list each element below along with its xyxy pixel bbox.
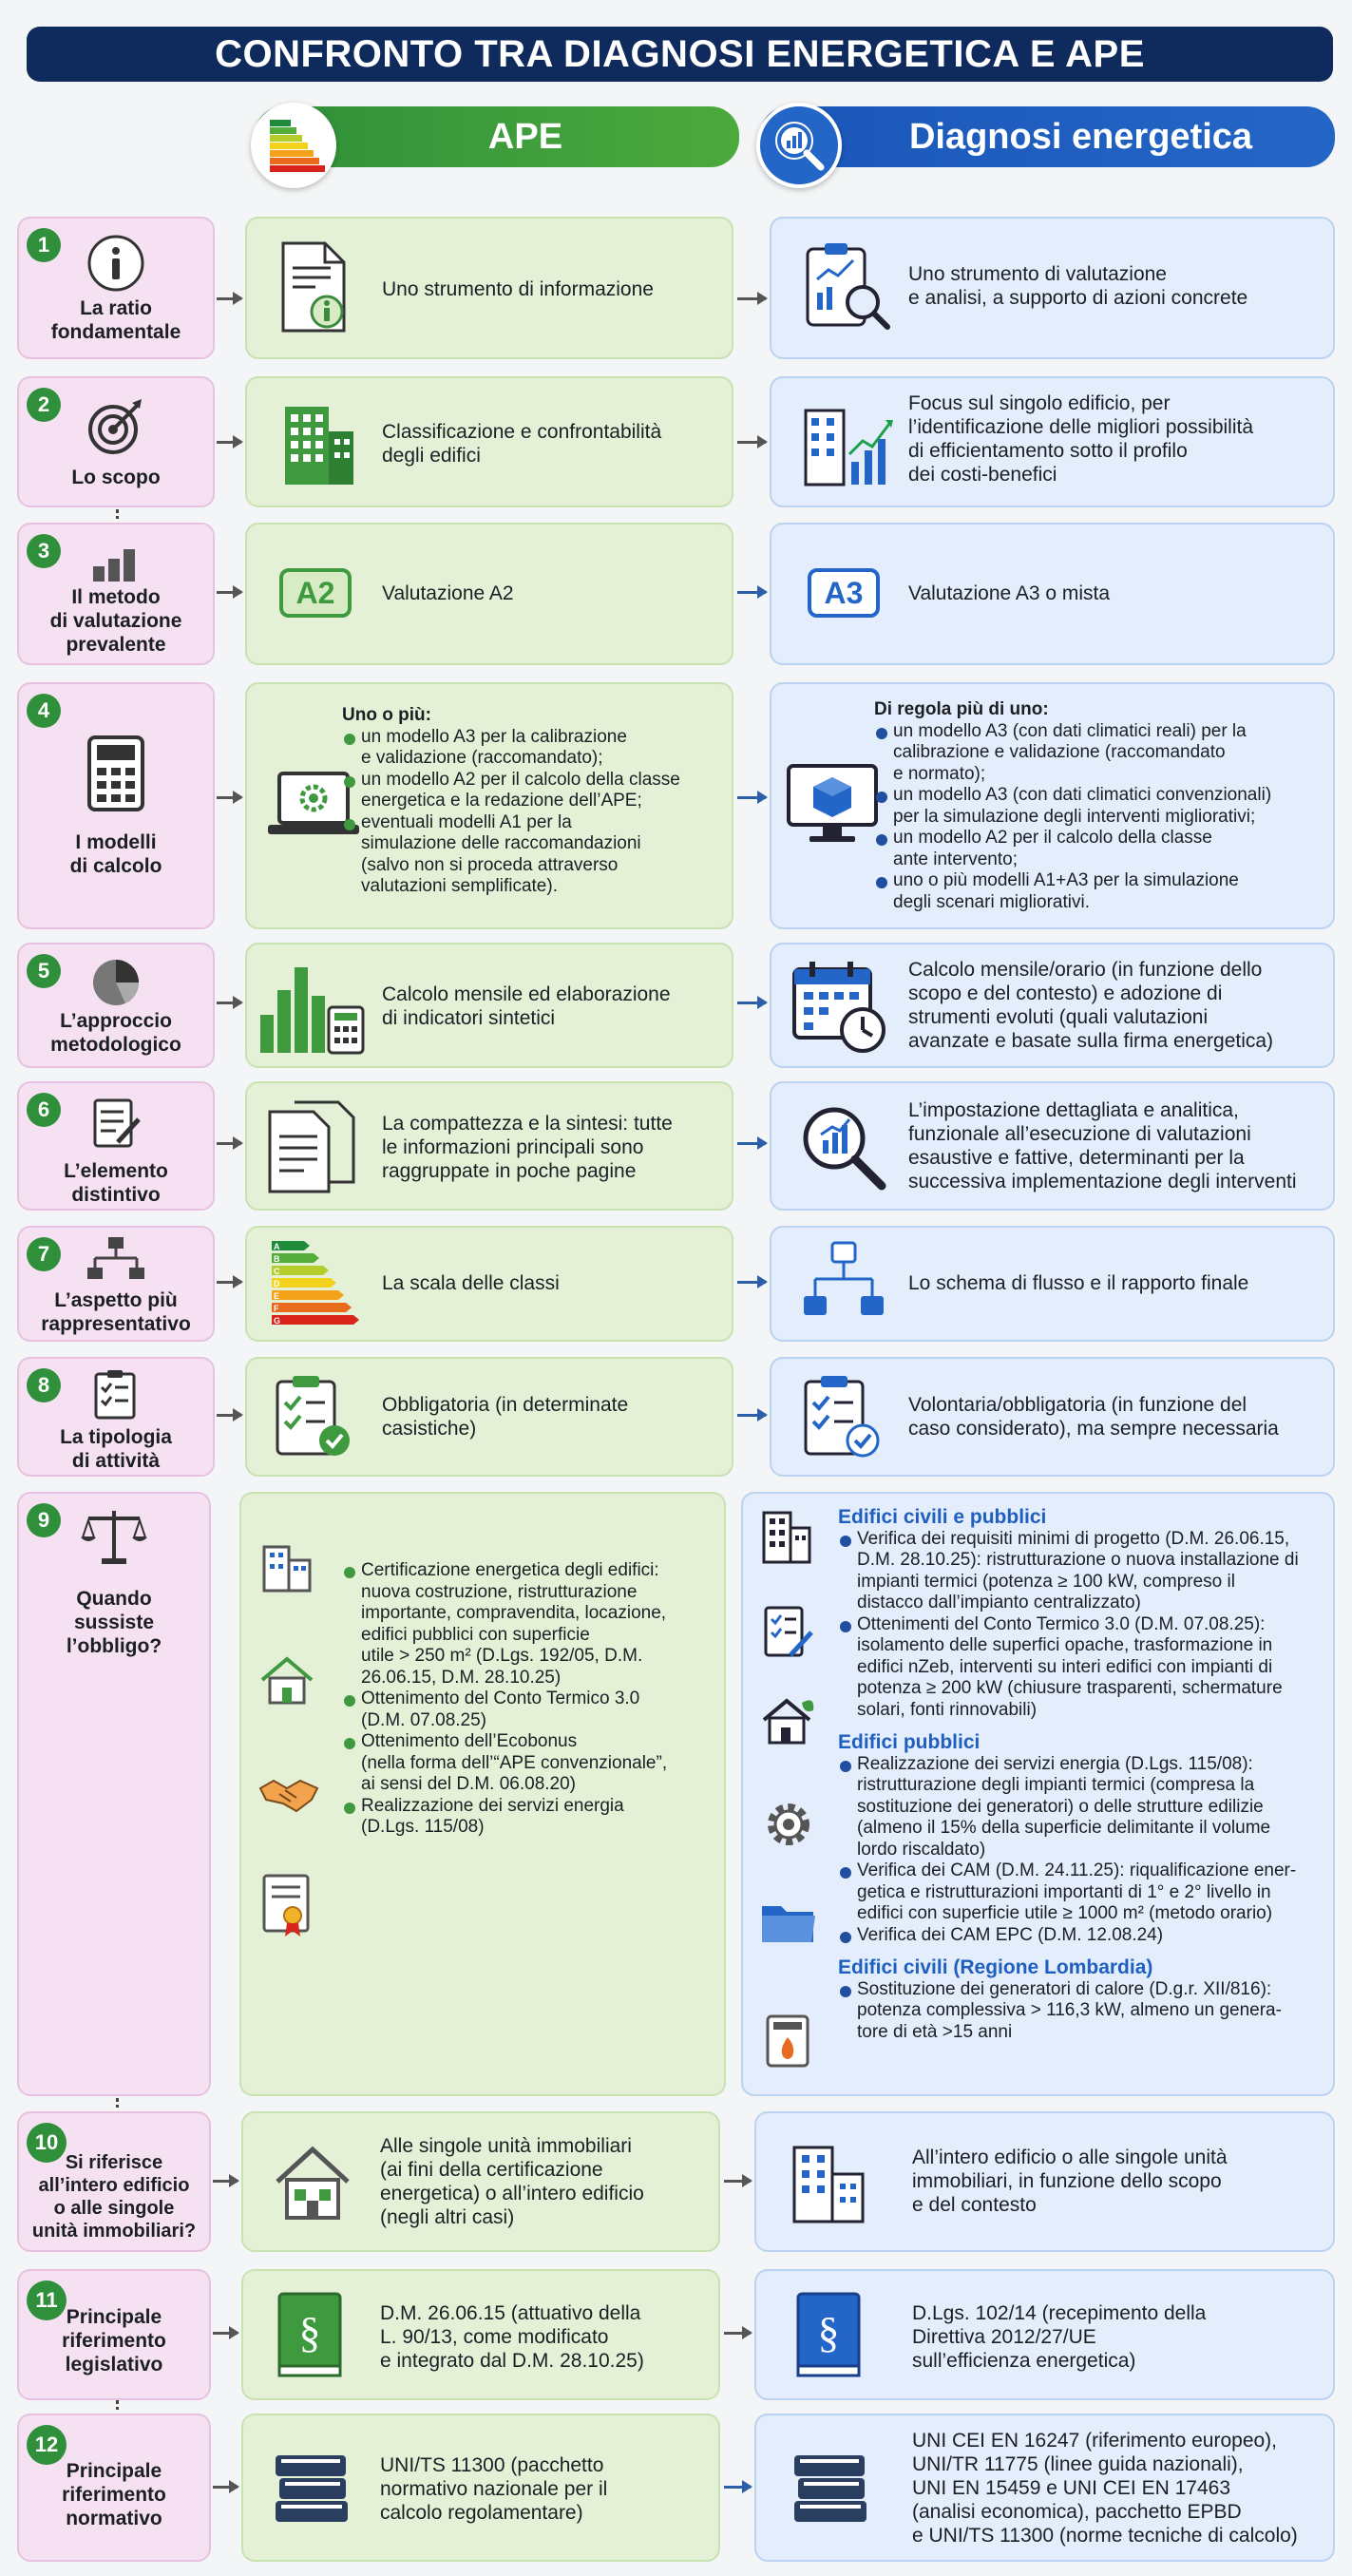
calendar-clock-icon (790, 958, 889, 1057)
checklist-icon (92, 1368, 140, 1420)
diag-card-1 (770, 217, 1335, 359)
scale-letter: A (274, 1242, 280, 1251)
ape-card-7 (245, 1226, 733, 1342)
arrow (737, 796, 766, 799)
ape-card-2 (245, 376, 733, 507)
row-label: Lo scopo (71, 467, 161, 488)
arrow (217, 1281, 241, 1284)
row-10-label-card (17, 2111, 211, 2252)
row-number: 2 (27, 388, 61, 422)
law-book-icon (790, 2290, 870, 2381)
magnifier-chart-icon (796, 1100, 891, 1195)
diag-card-6 (770, 1081, 1335, 1211)
house-icon (272, 2142, 353, 2223)
row-5 (0, 943, 1352, 1070)
scale-letter: C (274, 1267, 280, 1276)
flowchart-icon (804, 1241, 884, 1328)
arrow (217, 796, 241, 799)
buildings-icon (790, 2142, 866, 2225)
arrow (724, 2332, 751, 2335)
row-label: Principale riferimento normativo (62, 2460, 166, 2529)
diag-card-8 (770, 1357, 1335, 1477)
row-number: 9 (27, 1503, 61, 1537)
ape-card-10 (241, 2111, 720, 2252)
row-10 (0, 2111, 1352, 2254)
arrow (217, 1002, 241, 1004)
row-number: 7 (27, 1237, 61, 1271)
ape-text: UNI/TS 11300 (pacchetto normativo nazionale per il calcolo regolamentare) (380, 2454, 608, 2524)
diag-card-9 (741, 1492, 1335, 2096)
diag-text: Uno strumento di valutazione e analisi, a supporto di azioni concrete (908, 263, 1248, 309)
diag-text: Volontaria/obbligatoria (in funzione del caso considerato), ma sempre necessaria (908, 1394, 1279, 1440)
energy-scale-icon (268, 1239, 363, 1334)
arrow (737, 1002, 766, 1004)
ape-text: Alle singole unità immobiliari (ai fini della certificazione energetica) o all’intero edificio (negli altri casi) (380, 2135, 644, 2228)
a2-badge: A2 (279, 568, 352, 618)
checklist-pencil-icon (89, 1097, 143, 1150)
row-label: Si riferisce all’intero edificio o alle singole unità immobiliari? (31, 2152, 197, 2242)
ape-card-9 (239, 1492, 726, 2096)
arrow (217, 441, 241, 444)
row-label: L’approccio metodologico (50, 1010, 181, 1056)
row-2 (0, 376, 1352, 509)
checklist-pen-icon (762, 1604, 815, 1661)
arrow (737, 297, 766, 300)
diag-card-10 (754, 2111, 1335, 2252)
analysis-magnifier-icon (756, 103, 842, 188)
books-stack-icon (790, 2452, 870, 2528)
row-12 (0, 2414, 1352, 2566)
target-icon (85, 395, 147, 458)
arrow (213, 2332, 238, 2335)
diag-card-11 (754, 2269, 1335, 2400)
row-7-label-card (17, 1226, 215, 1342)
documents-icon (266, 1098, 361, 1197)
svg-text:§: § (817, 2308, 840, 2357)
bar-chart-calculator-icon (257, 958, 371, 1057)
diag-card-3 (770, 523, 1335, 665)
buildings-icon (760, 1507, 813, 1564)
gear-icon (762, 1798, 815, 1851)
ape-text: Calcolo mensile ed elaborazione di indicatori sintetici (382, 983, 671, 1029)
books-stack-icon (272, 2452, 352, 2528)
info-icon (85, 232, 147, 295)
diag-sections: Edifici civili e pubblici Verifica dei requisiti minimi di progetto (D.M. 26.06.15, D.M. 28.10.25): ristrutturazione o nuova installazione di impianti termici (potenza ≥ 100 kW, compreso il distacco dall’impianto centralizzato) Ottenimenti del Conto Termico 3.0 (D.M. 07.08.25): isolamento delle superfici opache, trasformazione in edifici nZeb, interventi su interi edifici con impianti di potenza ≥ 200 kW (chiusure trasparenti, schermature solari, fonti rinnovabili) Edifici pubblici Realizzazione dei servizi energia (D.Lgs. 115/08): ristrutturazione degli impianti termici (compresa la sostituzione dei generatori) o delle strutture edilizie (almeno il 15% della superficie delimitante il volume lordo riscaldato) Verifica dei CAM (D.M. 24.11.25): riqualificazione ener- getica e ristrutturazioni importanti di 1° e 2° livello in edifici con superficie utile ≥ 1000 m² (metodo orario) Verifica dei CAM EPC (D.M. 12.08.24) Edifici civili (Regione Lombardia) Sostituzione dei generatori di calore (D.g.r. XII/816): potenza complessiva > 116,3 kW, almeno un genera- tore di età >15 anni (838, 1507, 1332, 2043)
diag-text: All’intero edificio o alle singole unità immobiliari, in funzione dello scopo e del contesto (912, 2147, 1228, 2216)
arrow (213, 2486, 238, 2489)
page-title: CONFRONTO TRA DIAGNOSI ENERGETICA E APE (27, 27, 1333, 82)
arrow (724, 2180, 751, 2183)
ape-card-3 (245, 523, 733, 665)
buildings-icon (260, 1539, 314, 1593)
arrow (217, 591, 241, 594)
document-info-icon (277, 239, 350, 334)
law-book-icon (272, 2290, 352, 2381)
ape-card-5 (245, 943, 733, 1068)
arrow (217, 297, 241, 300)
arrow (737, 591, 766, 594)
row-number: 8 (27, 1368, 61, 1402)
ape-card-12 (241, 2414, 720, 2562)
ape-text: La compattezza e la sintesi: tutte le informazioni principali sono raggruppate in poche pagine (382, 1113, 673, 1182)
row-12-label-card (17, 2414, 211, 2562)
diag-text: L’impostazione dettagliata e analitica, funzionale all’esecuzione di valutazioni esaustive e fattive, determinanti per la successiva implementazione degli interventi (908, 1099, 1297, 1193)
arrow (217, 1414, 241, 1417)
diag-card-4 (770, 682, 1335, 929)
row-4-label-card (17, 682, 215, 929)
calculator-icon (86, 735, 146, 811)
diag-text: Focus sul singolo edificio, per l’identificazione delle migliori possibilità di efficientamento sotto il profilo dei costi-benefici (908, 392, 1254, 486)
ape-list: Uno o più: un modello A3 per la calibrazione e validazione (raccomandato); un modello A2 per il calcolo della classe energetica e la redazione dell’APE; eventuali modelli A1 per la simulazione delle raccomandazioni (salvo non si proceda attraverso valutazioni semplificate). (342, 705, 680, 896)
diag-card-5 (770, 943, 1335, 1068)
ape-text: La scala delle classi (382, 1272, 560, 1294)
clipboard-check-icon (798, 1372, 889, 1463)
ape-header-label: APE (487, 116, 563, 157)
row-2-label-card (17, 376, 215, 507)
row-4 (0, 682, 1352, 931)
scale-letter: D (274, 1279, 280, 1288)
arrow (737, 1281, 766, 1284)
diag-list: Di regola più di uno: un modello A3 (con dati climatici reali) per la calibrazione e validazione (raccomandato e normato); un modello A3 (con dati climatici convenzionali) per la simulazione degli interventi migliorativi; un modello A2 per il calcolo della classe ante intervento; uno o più modelli A1+A3 per la simulazione degli scenari migliorativi. (874, 699, 1272, 912)
diag-card-7 (770, 1226, 1335, 1342)
row-number: 12 (27, 2425, 67, 2465)
ape-column-header (255, 106, 739, 167)
diagnosi-column-header (760, 106, 1335, 167)
row-label: Quando sussiste l’obbligo? (66, 1588, 162, 1657)
row-1 (0, 217, 1352, 361)
diag-text: Calcolo mensile/orario (in funzione dello scopo e del contesto) e adozione di strumenti evoluti (quali valutazioni avanzate e basate sulla firma energetica) (908, 959, 1274, 1052)
row-number: 4 (27, 694, 61, 728)
folder-icon (760, 1899, 817, 1946)
row-label: La tipologia di attività (60, 1426, 172, 1472)
buildings-icon (281, 401, 357, 487)
row-3-label-card (17, 523, 215, 665)
ape-card-1 (245, 217, 733, 359)
ape-card-11 (241, 2269, 720, 2400)
ape-text: D.M. 26.06.15 (attuativo della L. 90/13, come modificato e integrato dal D.M. 28.10.25) (380, 2302, 644, 2372)
arrow (737, 1142, 766, 1145)
house-icon (258, 1653, 315, 1707)
diagnosi-header-label: Diagnosi energetica (908, 116, 1253, 157)
scale-letter: F (274, 1304, 279, 1313)
ape-list: Certificazione energetica degli edifici: nuova costruzione, ristrutturazione importante, compravendita, locazione, edifici pubblici con superficie utile > 250 m² (D.Lgs. 192/05, D.M. 26.06.15, D.M. 28.10.25) Ottenimento del Conto Termico 3.0 (D.M. 07.08.25) Ottenimento dell’Ecobonus (nella forma dell’“APE convenzionale”, ai sensi del D.M. 06.08.20) Realizzazione dei servizi energia (D.Lgs. 115/08) (342, 1560, 722, 1839)
row-label: L’elemento distintivo (64, 1160, 168, 1206)
row-number: 6 (27, 1093, 61, 1127)
row-5-label-card (17, 943, 215, 1068)
row-number: 1 (27, 228, 61, 262)
diag-card-12 (754, 2414, 1335, 2562)
ape-text: Uno strumento di informazione (382, 278, 654, 300)
row-1-label-card (17, 217, 215, 359)
ape-card-4 (245, 682, 733, 929)
row-number: 5 (27, 954, 61, 988)
diag-card-2 (770, 376, 1335, 507)
arrow (737, 441, 766, 444)
hierarchy-icon (87, 1235, 144, 1283)
clipboard-check-icon (270, 1372, 361, 1463)
ape-card-6 (245, 1081, 733, 1211)
ape-text: Classificazione e confrontabilità degli edifici (382, 421, 662, 467)
row-9 (0, 1492, 1352, 2100)
handshake-icon (258, 1771, 319, 1817)
scale-letter: B (274, 1254, 280, 1264)
row-8 (0, 1357, 1352, 1479)
energy-class-icon (251, 103, 336, 188)
scales-icon (81, 1507, 147, 1566)
svg-text:§: § (298, 2308, 321, 2357)
arrow (724, 2486, 751, 2489)
row-label: Il metodo di valutazione prevalente (49, 586, 182, 656)
row-3 (0, 523, 1352, 667)
row-label: L’aspetto più rappresentativo (41, 1289, 191, 1335)
row-11 (0, 2269, 1352, 2402)
scale-letter: G (274, 1316, 281, 1326)
eco-house-icon (760, 1693, 817, 1746)
arrow (217, 1142, 241, 1145)
pie-chart-icon (87, 954, 144, 1011)
diag-text: Lo schema di flusso e il rapporto finale (908, 1272, 1249, 1294)
row-6-label-card (17, 1081, 215, 1211)
row-label: La ratio fondamentale (50, 297, 181, 343)
row-6 (0, 1081, 1352, 1212)
row-7 (0, 1226, 1352, 1344)
diag-text: UNI CEI EN 16247 (riferimento europeo), UNI/TR 11775 (linee guida nazionali), UNI EN 15459 e UNI CEI EN 17463 (analisi economica), pacchetto EPBD e UNI/TS 11300 (norme tecniche di calcolo) (912, 2430, 1298, 2547)
boiler-flame-icon (764, 2013, 811, 2070)
row-8-label-card (17, 1357, 215, 1477)
row-9-label-card (17, 1492, 211, 2096)
certificate-icon (260, 1872, 314, 1938)
ape-text: Obbligatoria (in determinate casistiche) (382, 1394, 629, 1440)
a3-badge: A3 (808, 568, 880, 618)
row-number: 3 (27, 534, 61, 568)
row-number: 11 (27, 2280, 67, 2320)
scale-letter: E (274, 1291, 280, 1301)
building-chart-icon (800, 395, 895, 490)
arrow (737, 1414, 766, 1417)
monitor-cube-icon (785, 762, 880, 848)
row-number: 10 (27, 2123, 67, 2163)
bar-chart-icon (87, 547, 144, 582)
row-label: Principale riferimento legislativo (62, 2306, 166, 2376)
row-11-label-card (17, 2269, 211, 2400)
diag-text: Valutazione A3 o mista (908, 582, 1111, 604)
diag-text: D.Lgs. 102/14 (recepimento della Direttiva 2012/27/UE sull’efficienza energetica) (912, 2302, 1207, 2372)
ape-text: Valutazione A2 (382, 582, 514, 604)
clipboard-chart-magnifier-icon (800, 239, 895, 334)
row-label: I modelli di calcolo (69, 831, 162, 877)
arrow (213, 2180, 238, 2183)
ape-card-8 (245, 1357, 733, 1477)
